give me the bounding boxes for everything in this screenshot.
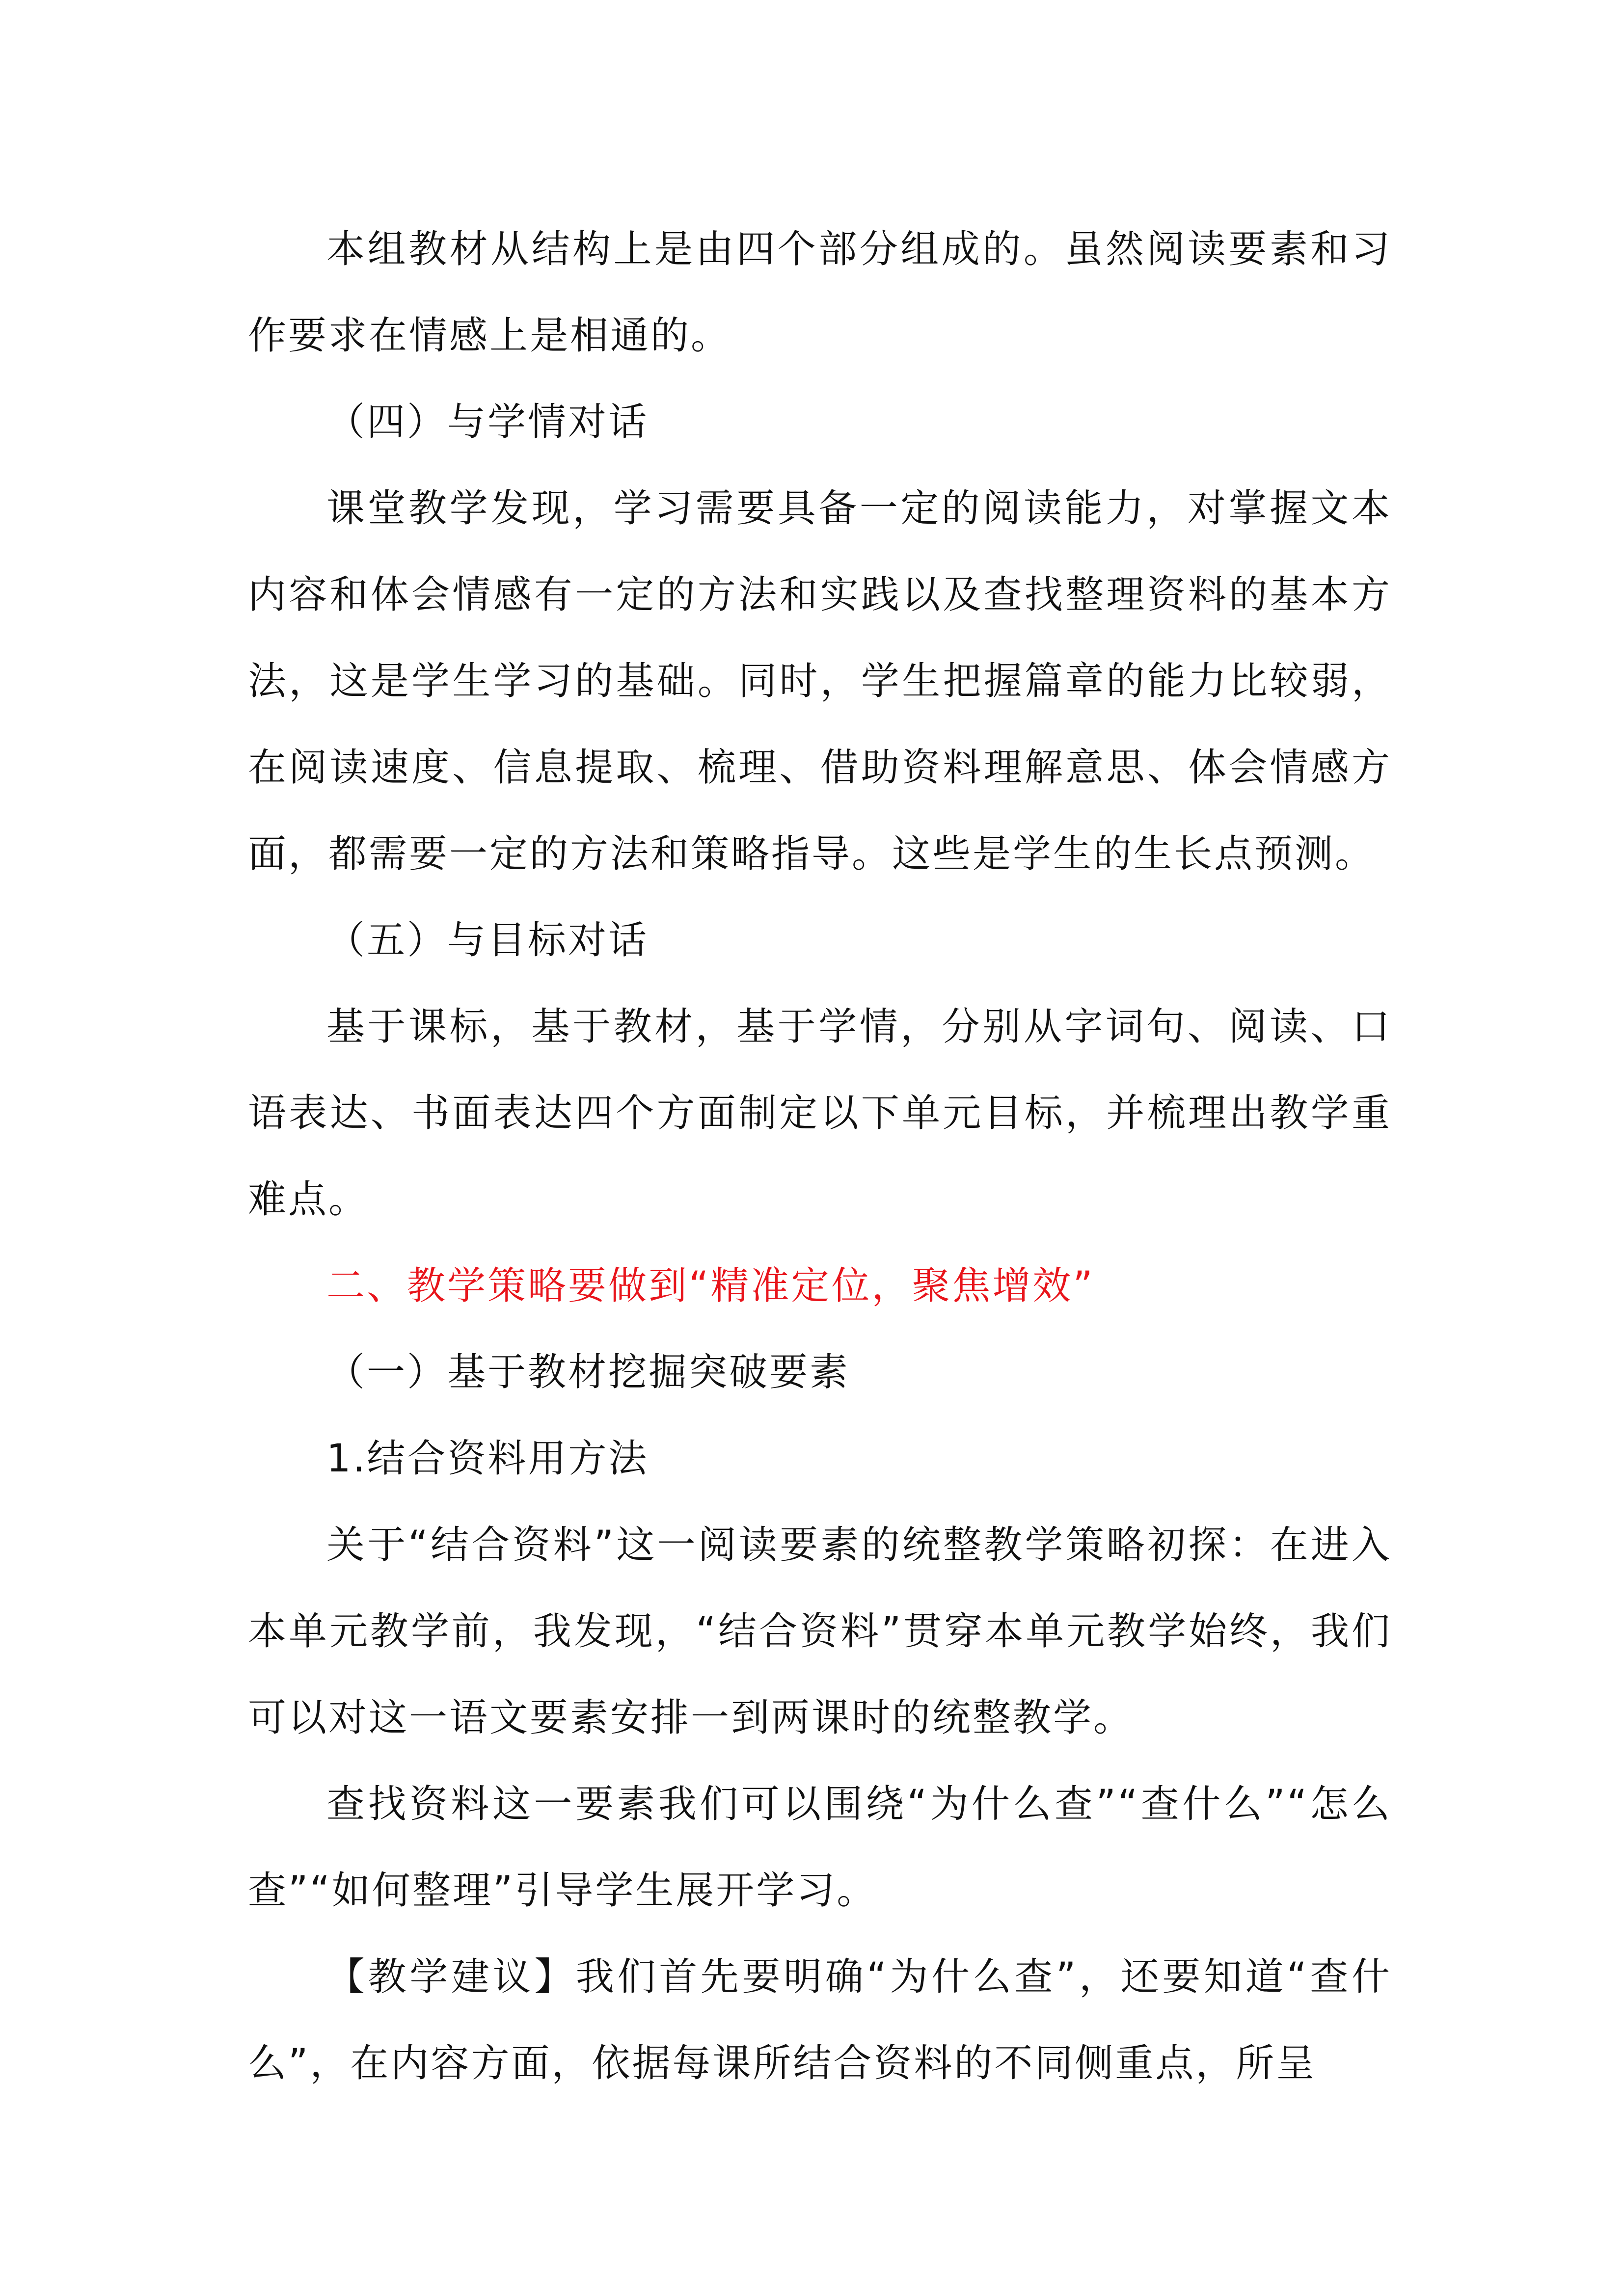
paragraph-integrated-teaching: 关于“结合资料”这一阅读要素的统整教学策略初探：在进入本单元教学前，我发现，“结合资料”贯穿本单元教学始终，我们可以对这一语文要素安排一到两课时的统整教学。 xyxy=(248,1523,1392,1740)
paragraph-teaching-suggestion: 【教学建议】我们首先要明确“为什么查”，还要知道“查什么”，在内容方面，依据每课所结合资料的不同侧重点，所呈 xyxy=(248,1955,1392,2085)
paragraph-unit-goals: 基于课标，基于教材，基于学情，分别从字词句、阅读、口语表达、书面表达四个方面制定以下单元目标，并梳理出教学重难点。 xyxy=(248,1005,1392,1222)
section-heading-teaching-strategy: 二、教学策略要做到“精准定位，聚焦增效” xyxy=(326,1264,1095,1308)
subheading-combine-materials: 1.结合资料用方法 xyxy=(326,1437,649,1481)
subheading-goal-dialogue: （五）与目标对话 xyxy=(326,918,649,962)
subheading-textbook-elements: （一）基于教材挖掘突破要素 xyxy=(326,1350,850,1394)
document-body xyxy=(248,206,1392,2107)
paragraph-student-analysis: 课堂教学发现，学习需要具备一定的阅读能力，对掌握文本内容和体会情感有一定的方法和实践以及查找整理资料的基本方法，这是学生学习的基础。同时，学生把握篇章的能力比较弱，在阅读速度、信息提取、梳理、借助资料理解意思、体会情感方面，都需要一定的方法和策略指导。这些是学生的生长点预测。 xyxy=(248,486,1392,876)
subheading-student-dialogue: （四）与学情对话 xyxy=(326,400,649,444)
paragraph-search-materials: 查找资料这一要素我们可以围绕“为什么查”“查什么”“怎么查”“如何整理”引导学生展开学习。 xyxy=(248,1782,1392,1913)
paragraph-textbook-structure: 本组教材从结构上是由四个部分组成的。虽然阅读要素和习作要求在情感上是相通的。 xyxy=(248,227,1392,358)
